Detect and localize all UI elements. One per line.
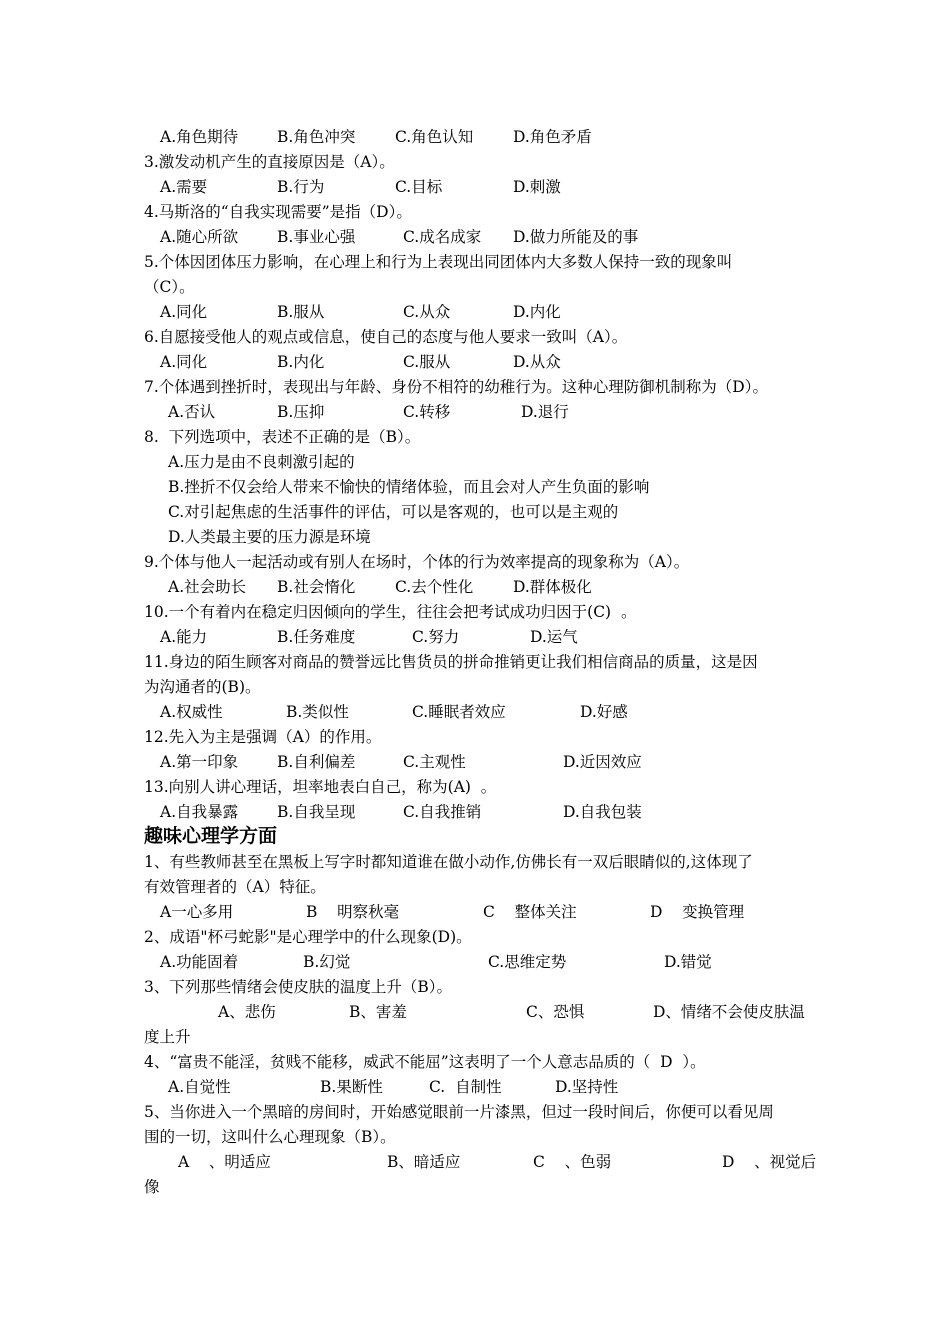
option-item: C.成名成家 [403,228,482,246]
text-line: 围的一切，这叫什么心理现象（B）。 [144,1128,396,1146]
option-item: C.转移 [403,403,451,421]
text-line: （C）。 [144,278,195,296]
text-line: 3、下列那些情绪会使皮肤的温度上升（B）。 [144,978,453,996]
option-item: C.从众 [403,303,451,321]
option-item: B.压抑 [277,403,325,421]
text-line: 1、有些教师甚至在黑板上写字时都知道谁在做小动作,仿佛长有一双后眼睛似的,这体现了 [144,853,753,871]
option-item: C. 自制性 [429,1078,502,1096]
text-line: 13.向别人讲心理话，坦率地表白自己，称为(A) 。 [144,778,497,796]
option-item: C.目标 [395,178,443,196]
option-item: B.社会惰化 [277,578,356,596]
option-item: D.群体极化 [513,578,592,596]
option-item: A.权威性 [160,703,223,721]
option-item: C.自我推销 [403,803,482,821]
option-item: B.角色冲突 [277,128,356,146]
option-item: D.近因效应 [563,753,642,771]
option-item: A.需要 [160,178,208,196]
option-item: D.错觉 [664,953,712,971]
text-line: D.人类最主要的压力源是环境 [168,528,371,546]
option-item: A、悲伤 [218,1003,276,1021]
option-item: B.幻觉 [303,953,351,971]
option-item: B 明察秋毫 [306,903,400,921]
option-item: B.自我呈现 [277,803,356,821]
option-item: B.服从 [277,303,325,321]
option-item: D.自我包装 [563,803,642,821]
option-item: A.自觉性 [168,1078,231,1096]
option-item: B.行为 [277,178,325,196]
option-item: C.主观性 [403,753,466,771]
option-item: D.坚持性 [555,1078,619,1096]
text-line: B.挫折不仅会给人带来不愉快的情绪体验，而且会对人产生负面的影响 [168,478,650,496]
text-line: 5.个体因团体压力影响，在心理上和行为上表现出同团体内大多数人保持一致的现象叫 [144,253,733,271]
option-item: B.任务难度 [277,628,356,646]
option-item: D.角色矛盾 [513,128,592,146]
option-item: D、情绪不会使皮肤温 [653,1003,805,1021]
text-line: A.压力是由不良刺激引起的 [168,453,355,471]
option-item: B.内化 [277,353,325,371]
text-line: 8. 下列选项中，表述不正确的是（B）。 [144,428,421,446]
option-item: A.否认 [168,403,216,421]
option-item: A.同化 [160,353,208,371]
option-item: B.果断性 [320,1078,383,1096]
option-item: C.努力 [412,628,460,646]
option-item: A.第一印象 [160,753,239,771]
option-item: A.能力 [160,628,208,646]
option-item: A.自我暴露 [160,803,239,821]
section-heading: 趣味心理学方面 [144,825,278,847]
text-line: 11.身边的陌生顾客对商品的赞誉远比售货员的拼命推销更让我们相信商品的质量，这是因 [144,653,758,671]
option-item: C.服从 [403,353,451,371]
option-item: C.去个性化 [395,578,474,596]
option-item: C 、色弱 [533,1153,612,1171]
option-item: D.做力所能及的事 [513,228,639,246]
option-item: A.功能固着 [160,953,239,971]
text-line: 3.激发动机产生的直接原因是（A）。 [144,153,395,171]
text-line: 5、当你进入一个黑暗的房间时，开始感觉眼前一片漆黑，但过一段时间后，你便可以看见周 [144,1103,774,1121]
text-line: 2、成语"杯弓蛇影"是心理学中的什么现象(D)。 [144,928,472,946]
option-item: D 、视觉后 [722,1153,817,1171]
option-item: D.内化 [513,303,561,321]
text-line: C.对引起焦虑的生活事件的评估，可以是客观的，也可以是主观的 [168,503,619,521]
option-item: B.自利偏差 [277,753,356,771]
option-item: A.随心所欲 [160,228,239,246]
option-item: A.社会助长 [168,578,247,596]
text-line: 12.先入为主是强调（A）的作用。 [144,728,382,746]
text-line: 4、“富贵不能淫，贫贱不能移，威武不能屈”这表明了一个人意志品质的（ D ）。 [144,1053,706,1071]
option-item: C 整体关注 [483,903,577,921]
text-line: 像 [144,1178,160,1196]
text-line: 6.自愿接受他人的观点或信息，使自己的态度与他人要求一致叫（A）。 [144,328,628,346]
text-line: 7.个体遇到挫折时，表现出与年龄、身份不相符的幼稚行为。这种心理防御机制称为（D）。 [144,378,768,396]
text-line: 为沟通者的(B)。 [144,678,261,696]
option-item: C.思维定势 [488,953,567,971]
text-line: 度上升 [144,1028,191,1046]
option-item: A.同化 [160,303,208,321]
option-item: D.从众 [513,353,561,371]
option-item: B.事业心强 [277,228,356,246]
option-item: A一心多用 [160,903,234,921]
option-item: A.角色期待 [160,128,239,146]
option-item: A 、明适应 [178,1153,271,1171]
option-item: D.刺激 [513,178,561,196]
option-item: C.睡眠者效应 [412,703,506,721]
option-item: D 变换管理 [650,903,745,921]
option-item: D.运气 [530,628,578,646]
option-item: D.退行 [521,403,569,421]
option-item: D.好感 [580,703,628,721]
text-line: 10.一个有着内在稳定归因倾向的学生，往往会把考试成功归因于(C) 。 [144,603,637,621]
option-item: C、恐惧 [526,1003,585,1021]
text-line: 4.马斯洛的“自我实现需要”是指（D）。 [144,203,412,221]
text-line: 9.个体与他人一起活动或有别人在场时，个体的行为效率提高的现象称为（A）。 [144,553,690,571]
option-item: B、暗适应 [387,1153,461,1171]
option-item: B、害羞 [349,1003,407,1021]
option-item: B.类似性 [286,703,349,721]
option-item: C.角色认知 [395,128,474,146]
text-line: 有效管理者的（A）特征。 [144,878,326,896]
